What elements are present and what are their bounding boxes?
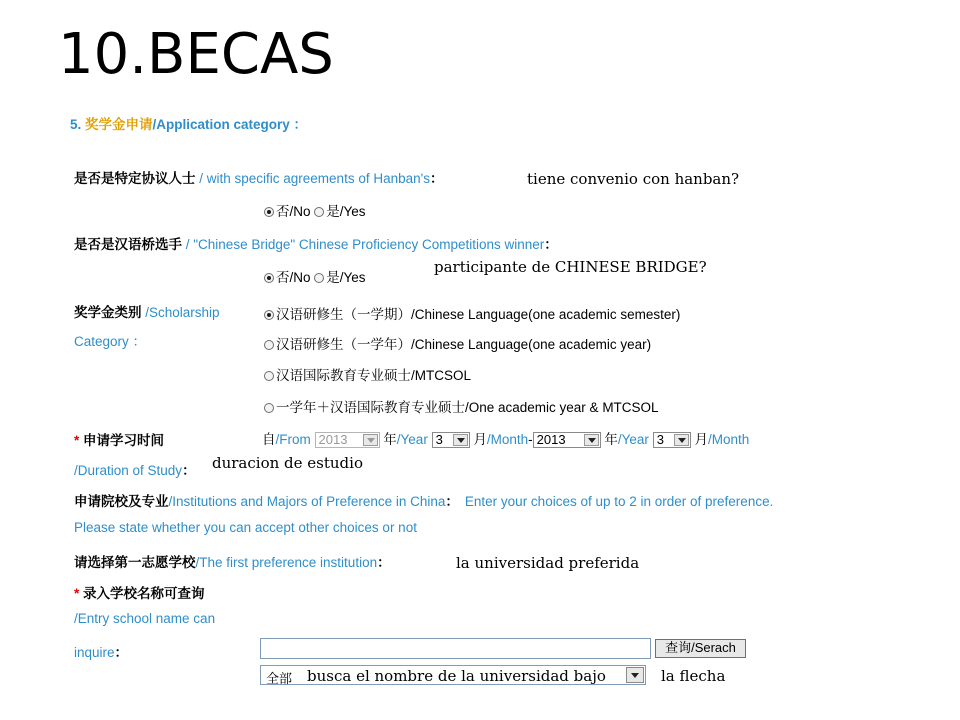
colon: ： — [445, 494, 459, 509]
chevron-down-icon — [584, 434, 599, 446]
first-preference-cn: 请选择第一志愿学校 — [74, 555, 196, 570]
agreement-no-radio[interactable] — [264, 207, 274, 217]
institutions-heading-en: /Institutions and Majors of Preference in China — [168, 494, 446, 509]
colon: ： — [114, 645, 129, 660]
school-select[interactable] — [260, 665, 646, 685]
institutions-heading-cn: 申请院校及专业 — [74, 494, 169, 509]
year-label-en: /Year — [396, 432, 428, 447]
required-star: * — [74, 586, 80, 601]
from-year-value: 2013 — [318, 432, 348, 448]
year-label-en: /Year — [617, 432, 649, 447]
entry-label-en2-row — [74, 641, 128, 661]
scholarship-radio[interactable] — [264, 310, 274, 320]
first-preference-label — [74, 551, 391, 571]
scholarship-option-label: 汉语研修生（一学年）/Chinese Language(one academic year) — [276, 337, 652, 352]
chevron-down-icon — [453, 434, 468, 446]
agreement-yes-label: 是/Yes — [326, 204, 366, 219]
scholarship-option[interactable] — [264, 333, 651, 353]
entry-label-cn: 录入学校名称可查询 — [79, 586, 205, 601]
bridge-question-cn: 是否是汉语桥选手 — [74, 237, 182, 252]
school-search-input[interactable] — [260, 638, 651, 659]
chevron-down-icon[interactable] — [626, 667, 644, 683]
institutions-hint: Enter your choices of up to 2 in order of preference. — [464, 494, 774, 509]
colon: ： — [544, 237, 558, 252]
first-preference-note: la universidad preferida — [456, 554, 640, 572]
range-dash: - — [528, 432, 533, 447]
duration-label-en: /Duration of Study — [74, 463, 183, 478]
bridge-no-radio[interactable] — [264, 273, 274, 283]
from-month-value: 3 — [435, 432, 443, 448]
month-label-en: /Month — [707, 432, 750, 447]
duration-label — [74, 429, 164, 449]
scholarship-radio[interactable] — [264, 340, 274, 350]
to-year-select[interactable] — [533, 432, 601, 448]
chevron-down-icon — [674, 434, 689, 446]
bridge-question-en: / "Chinese Bridge" Chinese Proficiency Competitions winner — [182, 237, 545, 252]
scholarship-label — [74, 301, 220, 321]
scholarship-option[interactable] — [264, 303, 680, 323]
duration-label-en-row — [74, 459, 196, 479]
scholarship-option-label: 汉语国际教育专业硕士/MTCSOL — [276, 368, 472, 383]
bridge-yes-label: 是/Yes — [326, 270, 366, 285]
from-month-select[interactable] — [432, 432, 470, 448]
from-year-select[interactable] — [315, 432, 380, 448]
scholarship-label-en: /Scholarship — [141, 305, 220, 320]
slide-title: 10.BECAS — [58, 22, 334, 87]
agreement-question-en: / with specific agreements of Hanban's — [195, 171, 430, 186]
school-select-note: busca el nombre de la universidad bajo — [307, 667, 606, 685]
to-month-select[interactable] — [653, 432, 691, 448]
scholarship-option[interactable] — [264, 364, 471, 384]
scholarship-option-label: 一学年＋汉语国际教育专业硕士/One academic year & MTCSOL — [276, 400, 659, 415]
first-preference-en: /The first preference institution — [195, 555, 378, 570]
scholarship-label-line2: Category ： — [74, 334, 147, 349]
to-year-value: 2013 — [536, 432, 566, 448]
bridge-yes-radio[interactable] — [314, 273, 324, 283]
from-label-cn: 自 — [262, 432, 276, 447]
school-select-value: 全部 — [266, 671, 293, 686]
arrow-note: la flecha — [661, 667, 726, 685]
agreement-no-label: 否/No — [276, 204, 311, 219]
duration-note: duracion de estudio — [212, 454, 363, 472]
required-star: * — [74, 433, 80, 448]
scholarship-option-label: 汉语研修生（一学期）/Chinese Language(one academic semester) — [276, 307, 681, 322]
colon: ： — [182, 463, 196, 478]
entry-label-en1: /Entry school name can — [74, 611, 216, 626]
scholarship-option[interactable] — [264, 396, 659, 416]
section-title-en: /Application category ： — [152, 117, 308, 132]
month-label-en: /Month — [486, 432, 529, 447]
section-number: 5. — [70, 117, 82, 132]
agreement-yes-radio[interactable] — [314, 207, 324, 217]
agreement-question-cn: 是否是特定协议人士 — [74, 171, 196, 186]
scholarship-radio[interactable] — [264, 371, 274, 381]
chevron-down-icon — [363, 434, 378, 446]
duration-controls — [262, 428, 749, 448]
entry-label — [74, 582, 205, 602]
to-month-value: 3 — [656, 432, 664, 448]
from-label-en: /From — [275, 432, 311, 447]
search-button[interactable]: 查询/Serach — [655, 639, 746, 658]
colon: ： — [377, 555, 391, 570]
colon: ： — [429, 171, 444, 186]
month-label-cn: 月 — [694, 432, 708, 447]
entry-label-en2: inquire — [74, 645, 115, 660]
bridge-no-label: 否/No — [276, 270, 311, 285]
institutions-heading — [74, 490, 773, 510]
month-label-cn: 月 — [473, 432, 487, 447]
agreement-note: tiene convenio con hanban? — [527, 170, 740, 188]
agreement-question — [74, 167, 443, 187]
bridge-question — [74, 233, 558, 253]
year-label-cn: 年 — [604, 432, 618, 447]
section-heading — [70, 113, 307, 133]
section-title-cn: 奖学金申请 — [85, 117, 153, 132]
bridge-note: participante de CHINESE BRIDGE? — [434, 258, 707, 276]
agreement-radio-group — [264, 200, 366, 220]
scholarship-radio[interactable] — [264, 403, 274, 413]
year-label-cn: 年 — [383, 432, 397, 447]
bridge-radio-group — [264, 266, 366, 286]
duration-label-cn: 申请学习时间 — [79, 433, 165, 448]
scholarship-label-cn: 奖学金类别 — [74, 305, 142, 320]
institutions-line2: Please state whether you can accept other choices or not — [74, 520, 417, 535]
